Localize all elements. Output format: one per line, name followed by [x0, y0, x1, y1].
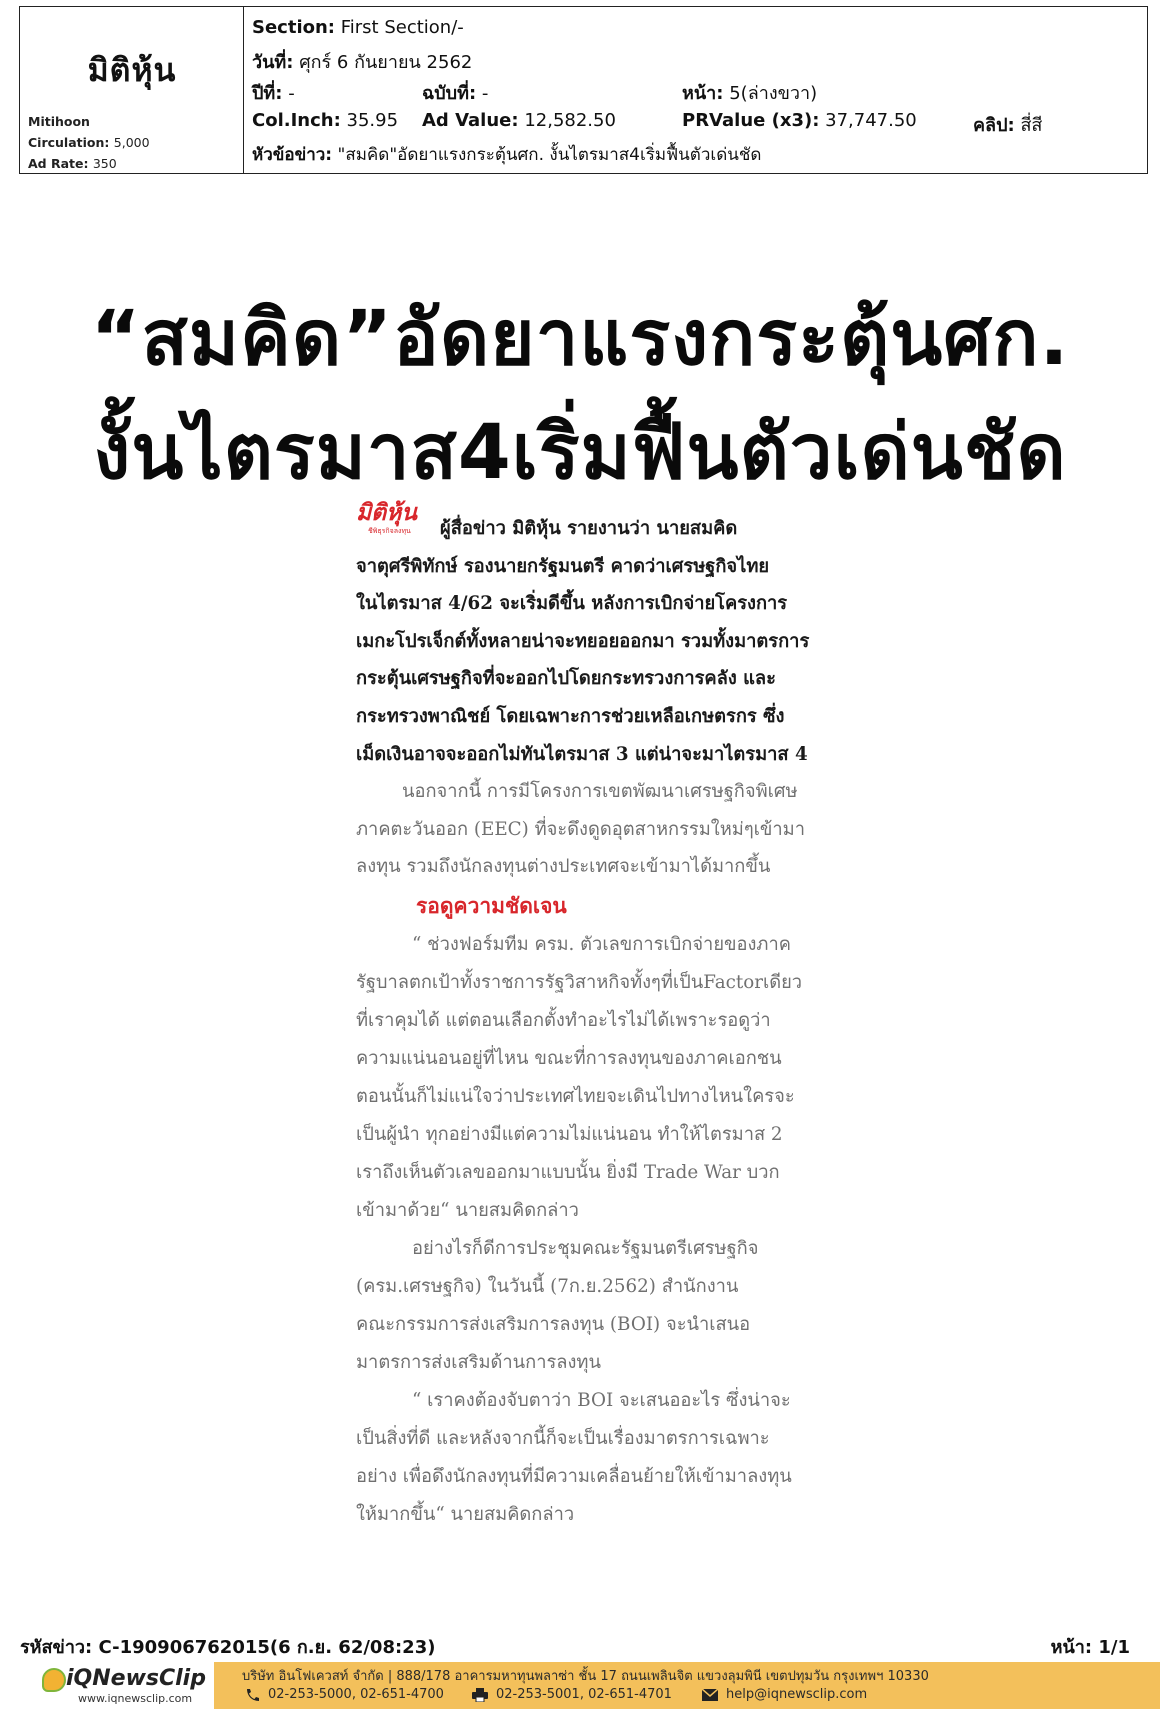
lead-line: ผู้สื่อข่าว มิติหุ้น รายงานว่า นายสมคิด — [440, 518, 738, 539]
brand-tag-name: มิติหุ้น — [356, 500, 417, 526]
advalue-field — [422, 110, 616, 131]
body-line: ตอนนั้นก็ไม่แน่ใจว่าประเทศไทยจะเดินไปทางไหนใครจะ — [356, 1086, 795, 1107]
body-line: ภาคตะวันออก (EEC) ที่จะดึงดูดอุตสาหกรรมใหม่ๆเข้ามา — [356, 819, 805, 840]
body-line: อย่างไรก็ดีการประชุมคณะรัฐมนตรีเศรษฐกิจ — [412, 1238, 759, 1259]
lead-line: กระตุ้นเศรษฐกิจที่จะออกไปโดยกระทรวงการคลัง และ — [356, 668, 776, 689]
mail-icon — [702, 1688, 718, 1702]
colinch-field — [252, 110, 398, 131]
news-id: รหัสข่าว: C-190906762015(6 ก.ย. 62/08:23) — [20, 1637, 436, 1658]
phone-numbers: 02-253-5000, 02-651-4700 — [268, 1687, 444, 1702]
lead-line: ในไตรมาส 4/62 จะเริ่มดีขึ้น หลังการเบิกจ่ายโครงการ — [356, 593, 788, 614]
headline-label: หัวข้อข่าว: — [252, 145, 333, 165]
clip-info-box — [19, 6, 1148, 174]
prvalue-label: PRValue (x3): — [682, 110, 820, 131]
phone-icon — [244, 1688, 260, 1702]
ad-rate — [28, 156, 117, 171]
body-line: ที่เราคุมได้ แต่ตอนเลือกตั้งทำอะไรไม่ได้เพราะรอดูว่า — [356, 1010, 771, 1031]
body-line: ลงทุน รวมถึงนักลงทุนต่างประเทศจะเข้ามาได้มากขึ้น — [356, 856, 771, 877]
clip-value: สี่สี — [1020, 115, 1043, 136]
brand-tag — [356, 500, 438, 542]
section-field — [252, 17, 464, 38]
body-line: รัฐบาลตกเป้าทั้งราชการรัฐวิสาหกิจทั้งๆที่เป็นFactorเดียว — [356, 972, 803, 993]
issue-field — [422, 78, 488, 107]
page-count: หน้า: 1/1 — [1050, 1637, 1130, 1658]
advalue-value: 12,582.50 — [524, 110, 616, 131]
body-line: เป็นสิ่งที่ดี และหลังจากนี้ก็จะเป็นเรื่องมาตรการเฉพาะ — [356, 1428, 770, 1449]
prvalue-field — [682, 110, 917, 131]
headline-value: "สมคิด"อัดยาแรงกระตุ้นศก. งั้นไตรมาส4เริ่มฟื้นตัวเด่นชัด — [337, 145, 762, 165]
lead-line: เมกะโปรเจ็กต์ทั้งหลายน่าจะทยอยออกมา รวมทั้งมาตรการ — [356, 631, 810, 652]
body-line: คณะกรรมการส่งเสริมการลงทุน (BOI) จะนำเสนอ — [356, 1314, 751, 1335]
logo-text: iQNewsClip — [66, 1666, 206, 1691]
footer-band — [0, 1662, 1160, 1709]
fax-icon — [472, 1688, 488, 1702]
body-line: อย่าง เพื่อดึงนักลงทุนที่มีความเคลื่อนย้ายให้เข้ามาลงทุน — [356, 1466, 792, 1487]
circulation-value: 5,000 — [113, 135, 150, 150]
body-line: เข้ามาด้วย“ นายสมคิดกล่าว — [356, 1200, 579, 1221]
footer-contact — [214, 1662, 1160, 1709]
page-field — [682, 78, 817, 107]
colinch-value: 35.95 — [346, 110, 399, 131]
body-line: นอกจากนี้ การมีโครงการเขตพัฒนาเศรษฐกิจพิเศษ — [402, 781, 798, 802]
publication-cell — [20, 7, 244, 173]
year-label: ปีที่: — [252, 83, 283, 104]
circulation — [28, 135, 150, 150]
clip-field — [973, 110, 1042, 139]
issue-value: - — [481, 83, 489, 104]
section-label: Section: — [252, 17, 335, 38]
lead-line: จาตุศรีพิทักษ์ รองนายกรัฐมนตรี คาดว่าเศรษฐกิจไทย — [356, 556, 770, 577]
body-line: เป็นผู้นำ ทุกอย่างมีแต่ความไม่แน่นอน ทำให้ไตรมาส 2 — [356, 1124, 783, 1145]
brand-tag-tagline: ชีพิธุรกิจลงทุน — [368, 527, 411, 535]
headline-line-2: งั้นไตรมาส4เริ่มฟื้นตัวเด่นชัด — [93, 407, 1067, 496]
page-label: หน้า: — [682, 83, 724, 104]
email-link[interactable]: help@iqnewsclip.com — [726, 1687, 868, 1702]
colinch-label: Col.Inch: — [252, 110, 341, 131]
body-line: “ ช่วงฟอร์มทีม ครม. ตัวเลขการเบิกจ่ายของภาค — [412, 934, 791, 955]
logo-url[interactable]: www.iqnewsclip.com — [78, 1692, 193, 1705]
prvalue-value: 37,747.50 — [825, 110, 917, 131]
body-line: “ เราคงต้องจับตาว่า BOI จะเสนออะไร ซึ่งน่าจะ — [412, 1390, 791, 1411]
page-value: 5(ล่างขวา) — [729, 83, 818, 104]
body-line: เราถึงเห็นตัวเลขออกมาแบบนั้น ยิ่งมี Trade War บวก — [356, 1162, 780, 1183]
body-line: ความแน่นอนอยู่ที่ไหน ขณะที่การลงทุนของภาคเอกชน — [356, 1048, 782, 1069]
company-address: บริษัท อินโฟเควสท์ จำกัด | 888/178 อาคารมหาทุนพลาซ่า ชั้น 17 ถนนเพลินจิต แขวงลุมพินี เขตปทุมวัน กรุงเทพฯ 10330 — [242, 1669, 929, 1684]
section-subheading: รอดูความชัดเจน — [416, 893, 567, 918]
year-value: - — [288, 83, 295, 104]
advalue-label: Ad Value: — [422, 110, 519, 131]
section-value: First Section/- — [340, 17, 464, 38]
headline-field — [252, 141, 761, 168]
ad-rate-value: 350 — [92, 156, 117, 171]
clip-label: คลิป: — [973, 115, 1015, 136]
headline-line-1: “สมคิด”อัดยาแรงกระตุ้นศก. — [90, 293, 1070, 382]
fax-numbers: 02-253-5001, 02-651-4701 — [496, 1687, 672, 1702]
body-line: ให้มากขึ้น“ นายสมคิดกล่าว — [356, 1504, 575, 1525]
date-field — [252, 47, 472, 76]
lead-line: เม็ดเงินอาจจะออกไม่ทันไตรมาส 3 แต่น่าจะมาไตรมาส 4 — [356, 744, 808, 765]
body-line: (ครม.เศรษฐกิจ) ในวันนี้ (7ก.ย.2562) สำนักงาน — [356, 1276, 739, 1297]
lead-line: กระทรวงพาณิชย์ โดยเฉพาะการช่วยเหลือเกษตรกร ซึ่ง — [356, 706, 785, 727]
iqnewsclip-logo[interactable] — [0, 1662, 214, 1709]
body-line: มาตรการส่งเสริมด้านการลงทุน — [356, 1352, 601, 1373]
logo-icon — [42, 1668, 66, 1692]
year-field — [252, 78, 295, 107]
issue-label: ฉบับที่: — [422, 83, 477, 104]
date-label: วันที่: — [252, 52, 294, 73]
ad-rate-label: Ad Rate: — [28, 156, 89, 171]
publication-logo: มิติหุ้น — [87, 51, 177, 89]
circulation-label: Circulation: — [28, 135, 110, 150]
publication-name: Mitihoon — [28, 114, 90, 129]
date-value: ศุกร์ 6 กันยายน 2562 — [299, 52, 473, 73]
